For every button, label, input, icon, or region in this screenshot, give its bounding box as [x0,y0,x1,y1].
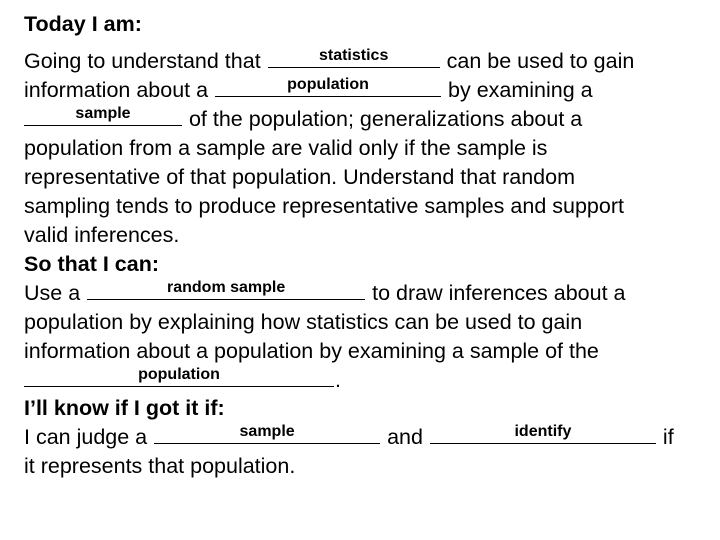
heading-so-that: So that I can: [24,252,159,276]
text: Going to understand that [24,49,267,73]
blank-statistics [268,47,440,68]
know-line-2: it represents that population. [24,454,296,478]
blank-identify [430,423,656,444]
blank-population [215,76,441,97]
heading-today: Today I am: [24,12,142,36]
blank-answer: sample [75,105,131,122]
today-line-6: sampling tends to produce representative samples and support [24,194,624,218]
blank-answer: random sample [167,279,286,296]
blank-answer: population [138,366,220,383]
blank-sample [24,105,182,126]
text: . [335,368,341,392]
today-line-4: population from a sample are valid only if the sample is [24,136,548,160]
know-line-1 [24,423,674,452]
today-line-5: representative of that population. Understand that random [24,165,575,189]
blank-answer: statistics [318,47,389,64]
text: Use a [24,281,87,305]
blank-answer: population [287,76,369,93]
today-line-1 [24,47,634,76]
text: if [656,425,674,449]
text: by examining a [442,78,593,102]
text: and [381,425,429,449]
text: to draw inferences about a [366,281,626,305]
blank-answer: sample [239,423,295,440]
today-line-3 [24,105,582,134]
text: I can judge a [24,425,154,449]
text: information about a [24,78,215,102]
so-that-line-2: population by explaining how statistics can be used to gain [24,310,583,334]
text: of the population; generalizations about a [183,107,583,131]
so-that-line-3: information about a population by examining a sample of the [24,339,599,363]
today-line-2 [24,76,593,105]
heading-know: I’ll know if I got it if: [24,396,225,420]
text: can be used to gain [440,49,635,73]
so-that-line-4 [24,366,341,395]
blank-answer: identify [514,423,572,440]
blank-random-sample [87,279,365,300]
today-line-7: valid inferences. [24,223,180,247]
blank-sample [154,423,380,444]
blank-population [24,366,334,387]
so-that-line-1 [24,279,626,308]
